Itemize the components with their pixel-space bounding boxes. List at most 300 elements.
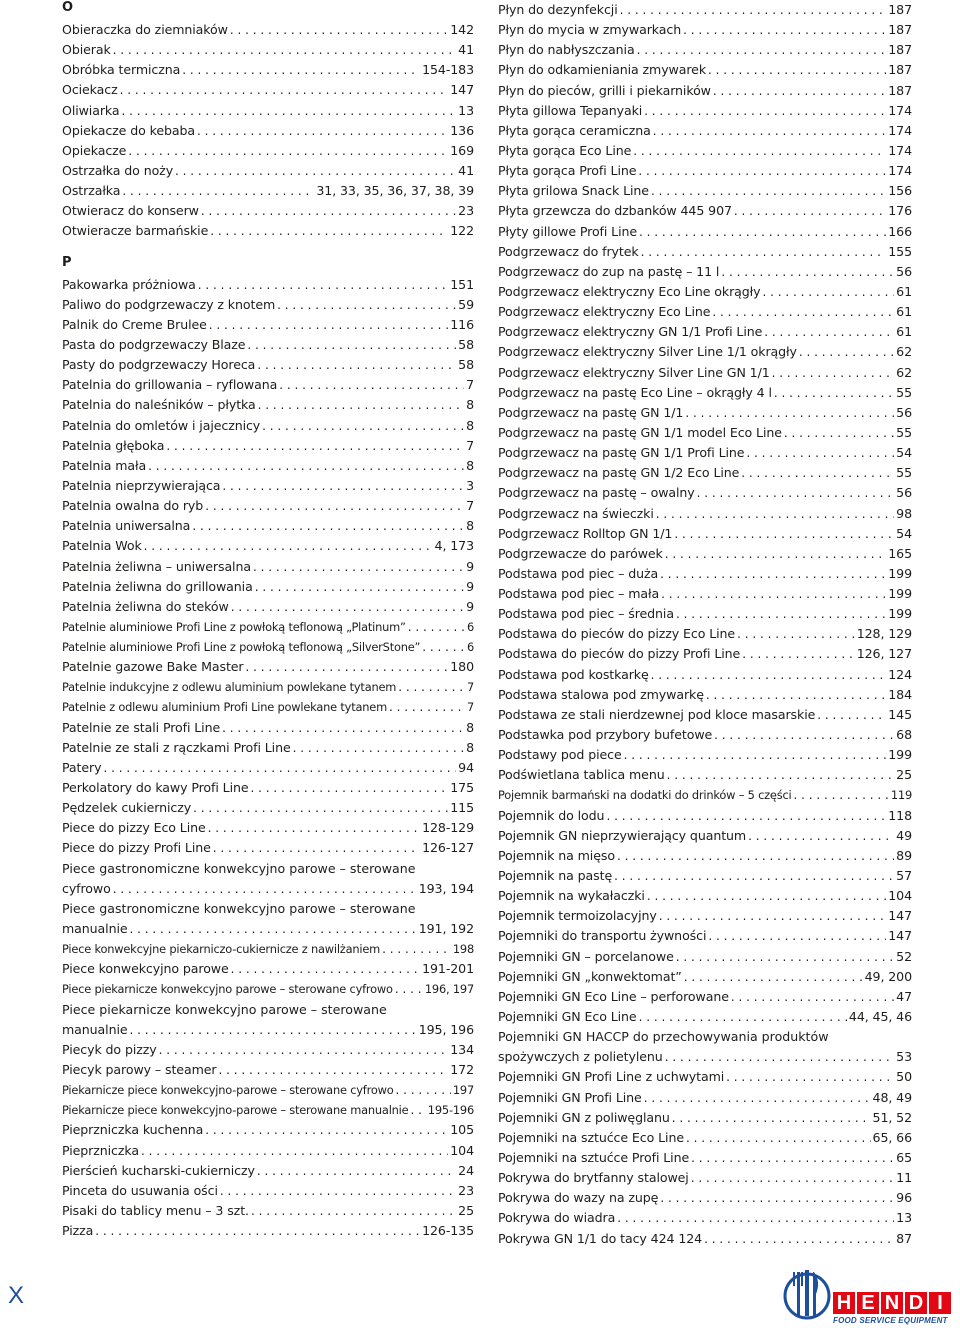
entry-name: Patelnia Wok	[62, 538, 142, 554]
dot-leader	[737, 624, 855, 644]
entry-name: Płyn do dezynfekcji	[498, 1, 618, 17]
entry-name: Podgrzewacz Rolltop GN 1/1	[498, 525, 673, 541]
index-entry	[498, 383, 912, 403]
entry-name: Podstawy pod piece	[498, 747, 622, 763]
entry-name: Ostrzałka do noży	[62, 162, 174, 178]
index-entry	[62, 718, 474, 738]
entry-name: Podgrzewacz elektryczny Eco Line	[498, 304, 711, 320]
entry-name: Podstawa pod piec – duża	[498, 565, 659, 581]
entry-name: Pojemniki do transportu żywności	[498, 928, 707, 944]
entry-page: 68	[896, 727, 912, 743]
dot-leader	[639, 1007, 847, 1027]
index-entry	[62, 939, 474, 959]
entry-page: 147	[888, 928, 912, 944]
dot-leader	[672, 1108, 871, 1128]
dot-leader	[253, 557, 464, 577]
entry-name: Podświetlana tablica menu	[498, 767, 665, 783]
index-entry	[498, 483, 912, 503]
logo-letter: I	[929, 1292, 951, 1314]
dot-leader	[651, 181, 886, 201]
entry-name: Podgrzewacz do frytek	[498, 243, 639, 259]
index-entry	[498, 101, 912, 121]
index-entry	[62, 476, 474, 496]
dot-leader	[772, 363, 895, 383]
entry-name: Płyta gorąca Profi Line	[498, 163, 637, 179]
dot-leader	[198, 275, 448, 295]
index-entry	[498, 584, 912, 604]
entry-page: 118	[888, 807, 912, 823]
entry-name: Pieprzniczka kuchenna	[62, 1122, 204, 1138]
entry-page: 184	[888, 686, 912, 702]
index-entry	[62, 959, 474, 979]
entry-name: Pokrywa do wiadra	[498, 1210, 616, 1226]
entry-page: 25	[896, 767, 912, 783]
dot-leader	[686, 1128, 871, 1148]
entry-name: Patelnie indukcyjne z odlewu aluminium powlekane tytanem	[62, 680, 397, 695]
dot-leader	[684, 967, 863, 987]
entry-name: Podstawa ze stali nierdzewnej pod kloce masarskie	[498, 706, 816, 722]
entry-page: 142	[450, 21, 474, 37]
entry-page: 96	[896, 1190, 912, 1206]
index-entry	[62, 1020, 474, 1040]
dot-leader	[667, 765, 895, 785]
dot-leader	[293, 738, 464, 758]
index-entry	[62, 40, 474, 60]
entry-page: 54	[896, 445, 912, 461]
index-entry	[498, 846, 912, 866]
entry-page: 115	[450, 800, 474, 816]
index-list-p-end	[62, 1040, 474, 1241]
index-entry	[498, 1047, 912, 1067]
index-entry	[498, 665, 912, 685]
entry-name: Podgrzewacz na pastę – owalny	[498, 485, 695, 501]
entry-page: 175	[450, 780, 474, 796]
entry-page: 174	[888, 122, 912, 138]
dot-leader	[258, 395, 464, 415]
entry-name: Patelnie z odlewu aluminium Profi Line powlekane tytanem	[62, 700, 387, 715]
index-entry	[62, 516, 474, 536]
entry-page: 124	[888, 666, 912, 682]
index-entry	[498, 765, 912, 785]
index-entry	[62, 1181, 474, 1201]
entry-page: 199	[888, 606, 912, 622]
entry-name: Pinceta do usuwania ości	[62, 1182, 218, 1198]
index-entry	[498, 0, 912, 20]
index-entry	[62, 80, 474, 100]
index-entry	[498, 1168, 912, 1188]
entry-name: Pojemniki GN Profi Line	[498, 1089, 642, 1105]
entry-page: 187	[888, 1, 912, 17]
index-entry	[62, 738, 474, 758]
index-entry	[498, 1148, 912, 1168]
index-list-p-cont	[62, 939, 474, 999]
index-entry	[62, 60, 474, 80]
index-entry	[62, 1221, 474, 1241]
index-entry	[62, 677, 474, 697]
index-entry	[62, 1040, 474, 1060]
entry-page: 180	[450, 659, 474, 675]
index-entry	[498, 806, 912, 826]
dot-leader	[676, 947, 894, 967]
entry-page: 187	[888, 82, 912, 98]
dot-leader	[389, 697, 465, 717]
dot-leader	[617, 1208, 894, 1228]
entry-page: 145	[888, 706, 912, 722]
dot-leader	[382, 939, 451, 959]
dot-leader	[676, 604, 886, 624]
entry-page: 128-129	[422, 820, 474, 836]
entry-name: Pokrywa do wazy na zupę	[498, 1190, 659, 1206]
index-list-o	[62, 20, 474, 242]
dot-leader	[633, 141, 886, 161]
logo-letter: D	[905, 1292, 927, 1314]
index-entry	[62, 1141, 474, 1161]
index-entry	[498, 161, 912, 181]
dot-leader	[175, 161, 456, 181]
dot-leader	[251, 778, 449, 798]
entry-page: 87	[896, 1230, 912, 1246]
index-column-left	[62, 0, 474, 1241]
entry-page: 169	[450, 142, 474, 158]
dot-leader	[231, 959, 420, 979]
index-entry	[498, 624, 912, 644]
dot-leader	[113, 879, 417, 899]
entry-page: 199	[888, 586, 912, 602]
index-entry	[498, 1229, 912, 1249]
entry-page: 56	[896, 485, 912, 501]
entry-page: 198	[452, 942, 474, 957]
entry-name: Otwieracze barmańskie	[62, 223, 209, 239]
index-entry	[498, 604, 912, 624]
entry-page: 174	[888, 142, 912, 158]
index-entry	[498, 60, 912, 80]
index-entry	[62, 557, 474, 577]
index-entry	[498, 1108, 912, 1128]
wrapped-entry-line: Piece gastronomiczne konwekcyjno parowe – sterowane	[62, 900, 416, 916]
entry-name: Podgrzewacz na pastę GN 1/1	[498, 404, 684, 420]
entry-name: Podgrzewacz elektryczny Silver Line 1/1 okrągły	[498, 344, 797, 360]
entry-page: 9	[466, 598, 474, 614]
dot-leader	[799, 342, 894, 362]
entry-page: 187	[888, 62, 912, 78]
entry-name: Pokrywa do brytfanny stalowej	[498, 1170, 689, 1186]
dot-leader	[614, 866, 894, 886]
index-entry	[498, 645, 912, 665]
dot-leader	[197, 121, 448, 141]
index-entry	[62, 335, 474, 355]
index-entry	[62, 1080, 474, 1100]
index-entry	[498, 141, 912, 161]
entry-name: Pojemniki GN Eco Line – perforowane	[498, 988, 729, 1004]
entry-name: Płyn do odkamieniania zmywarek	[498, 62, 707, 78]
dot-leader	[182, 60, 420, 80]
hendi-logo	[783, 1262, 959, 1324]
entry-page: 156	[888, 183, 912, 199]
entry-name: Płyn do pieców, grilli i piekarników	[498, 82, 711, 98]
entry-name: Piekarnicze piece konwekcyjno-parowe – sterowane manualnie	[62, 1103, 409, 1118]
entry-name: Pojemnik na mięso	[498, 847, 615, 863]
dot-leader	[422, 637, 465, 657]
entry-name: Pędzelek cukierniczy	[62, 800, 192, 816]
wrapped-entry-line: Piece gastronomiczne konwekcyjno parowe – sterowane	[62, 860, 416, 876]
entry-page: 23	[458, 203, 474, 219]
dot-leader	[128, 141, 448, 161]
entry-name: Piece konwekcyjno parowe	[62, 961, 229, 977]
dot-leader	[706, 685, 886, 705]
entry-name: Ostrzałka	[62, 183, 121, 199]
entry-page: 11	[896, 1170, 912, 1186]
entry-name: Piece do pizzy Eco Line	[62, 820, 206, 836]
index-entry	[498, 40, 912, 60]
dot-leader	[697, 483, 895, 503]
dot-leader	[113, 40, 457, 60]
index-entry	[62, 161, 474, 181]
entry-page: 48, 49	[872, 1089, 912, 1105]
dot-leader	[262, 416, 464, 436]
entry-name: Patelnie ze stali Profi Line	[62, 719, 221, 735]
entry-name: Podgrzewacz na świeczki	[498, 505, 654, 521]
entry-page: 59	[458, 296, 474, 312]
dot-leader	[683, 20, 886, 40]
entry-page: 7	[466, 437, 474, 453]
dot-leader	[726, 1067, 894, 1087]
entry-name: Podstawa stalowa pod zmywarkę	[498, 686, 704, 702]
entry-name: Piece do pizzy Profi Line	[62, 840, 211, 856]
index-entry	[62, 121, 474, 141]
entry-page: 197	[452, 1083, 474, 1098]
section-letter-o: O	[62, 0, 74, 15]
entry-page: 49, 200	[864, 968, 912, 984]
entry-name: Pizza	[62, 1223, 94, 1239]
dot-leader	[660, 1188, 894, 1208]
index-entry	[62, 355, 474, 375]
entry-page: 126-135	[422, 1223, 474, 1239]
entry-name: Patelnie aluminiowe Profi Line z powłoką teflonową „Platinum”	[62, 619, 406, 634]
entry-page: 191-201	[422, 961, 474, 977]
dot-leader	[731, 987, 894, 1007]
dot-leader	[741, 463, 894, 483]
entry-name: Podgrzewacz na pastę GN 1/1 Profi Line	[498, 445, 745, 461]
dot-leader	[120, 80, 449, 100]
entry-name: Patelnia do naleśników – płytka	[62, 397, 256, 413]
index-entry	[498, 201, 912, 221]
index-entry	[498, 242, 912, 262]
entry-name: Piece piekarnicze konwekcyjno parowe – sterowane cyfrowo	[62, 982, 393, 997]
entry-page: 98	[896, 505, 912, 521]
entry-page: 8	[466, 739, 474, 755]
dot-leader	[817, 705, 886, 725]
entry-name: Patelnia uniwersalna	[62, 518, 191, 534]
entry-page: 8	[466, 417, 474, 433]
entry-name: Pojemniki na sztućce Eco Line	[498, 1129, 684, 1145]
entry-page: 54	[896, 525, 912, 541]
entry-page: 24	[458, 1162, 474, 1178]
index-entry	[498, 524, 912, 544]
entry-page: 136	[450, 122, 474, 138]
logo-wordmark	[833, 1292, 951, 1314]
entry-page: 195, 196	[418, 1021, 474, 1037]
entry-name: Pojemniki na sztućce Profi Line	[498, 1150, 690, 1165]
entry-page: 7	[466, 680, 474, 695]
entry-page: 3	[466, 477, 474, 493]
entry-name: Pojemniki GN Profi Line z uchwytami	[498, 1069, 725, 1085]
entry-name: Patelnie gazowe Bake Master	[62, 659, 244, 675]
entry-name: cyfrowo	[62, 880, 111, 896]
dot-leader	[159, 1040, 449, 1060]
entry-name: Piecyk parowy – steamer	[62, 1062, 217, 1078]
entry-name: Obieraczka do ziemniaków	[62, 21, 228, 37]
entry-page: 52	[896, 948, 912, 964]
index-entry	[62, 221, 474, 241]
entry-name: Ociekacz	[62, 82, 118, 98]
dot-leader	[691, 1148, 894, 1168]
entry-page: 154-183	[422, 62, 474, 78]
index-entry	[498, 544, 912, 564]
entry-name: Patelnia głęboka	[62, 437, 165, 453]
entry-page: 56	[896, 263, 912, 279]
index-list-right-end	[498, 1067, 912, 1248]
index-entry	[62, 879, 474, 899]
logo-subtitle: FOOD SERVICE EQUIPMENT	[833, 1316, 948, 1325]
dot-leader	[408, 617, 465, 637]
entry-name: Pojemniki GN – porcelanowe	[498, 948, 674, 964]
dot-leader	[742, 644, 855, 664]
dot-leader	[665, 544, 887, 564]
entry-page: 25	[458, 1203, 474, 1218]
entry-name: Perkolatory do kawy Profi Line	[62, 780, 249, 796]
entry-name: Palnik do Creme Brulee	[62, 316, 207, 332]
dot-leader	[205, 496, 464, 516]
index-entry	[498, 745, 912, 765]
entry-page: 195-196	[427, 1103, 474, 1118]
entry-page: 174	[888, 102, 912, 118]
entry-page: 61	[896, 283, 912, 299]
entry-page: 31, 33, 35, 36, 37, 38, 39	[316, 183, 474, 199]
dot-leader	[247, 335, 456, 355]
entry-name: Podgrzewacz elektryczny Silver Line GN 1/1	[498, 364, 770, 380]
index-entry	[498, 685, 912, 705]
entry-page: 134	[450, 1041, 474, 1057]
index-entry	[498, 20, 912, 40]
entry-name: Patelnia nieprzywierająca	[62, 477, 221, 493]
dot-leader	[794, 785, 889, 805]
entry-name: Podgrzewacz na pastę GN 1/2 Eco Line	[498, 465, 740, 481]
dot-leader	[691, 1168, 894, 1188]
dot-leader	[210, 221, 448, 241]
index-entry	[498, 564, 912, 584]
entry-page: 51, 52	[872, 1109, 912, 1125]
index-entry	[498, 463, 912, 483]
entry-name: Oliwiarka	[62, 102, 120, 118]
index-entry	[62, 798, 474, 818]
entry-name: Podstawa pod kostkarkę	[498, 666, 649, 682]
dot-leader	[231, 597, 464, 617]
entry-name: Podstawa do pieców do pizzy Profi Line	[498, 646, 741, 662]
wrapped-entry-line: Pojemniki GN HACCP do przechowywania produktów	[498, 1029, 829, 1045]
entry-name: Płyta grilowa Snack Line	[498, 183, 649, 199]
entry-page: 55	[896, 384, 912, 400]
entry-page: 7	[466, 498, 474, 514]
dot-leader	[665, 1047, 894, 1067]
index-entry	[62, 536, 474, 556]
dot-leader	[651, 665, 887, 685]
entry-page: 9	[466, 578, 474, 594]
entry-name: Pojemniki GN Eco Line	[498, 1009, 637, 1025]
entry-name: Pierścień kucharski-cukierniczy	[62, 1162, 255, 1178]
dot-leader	[734, 201, 886, 221]
dot-leader	[192, 516, 464, 536]
dot-leader	[410, 1100, 425, 1120]
entry-name: Podgrzewacz na pastę GN 1/1 model Eco Line	[498, 424, 782, 440]
index-entry	[498, 947, 912, 967]
dot-leader	[708, 60, 886, 80]
index-column-right	[498, 0, 912, 1249]
index-entry	[498, 1088, 912, 1108]
entry-page: 58	[458, 357, 474, 373]
index-entry	[498, 423, 912, 443]
entry-page: 155	[888, 243, 912, 259]
entry-name: Podgrzewacze do parówek	[498, 545, 663, 561]
index-entry	[498, 886, 912, 906]
entry-name: Pisaki do tablicy menu – 3 szt.	[62, 1203, 249, 1218]
entry-page: 187	[888, 42, 912, 58]
index-entry	[62, 778, 474, 798]
index-entry	[498, 1007, 912, 1027]
entry-name: Patelnia mała	[62, 457, 147, 473]
dot-leader	[166, 436, 464, 456]
entry-page: 147	[450, 82, 474, 98]
dot-leader	[122, 101, 457, 121]
dot-leader	[396, 1080, 451, 1100]
entry-name: Podstawa do pieców do pizzy Eco Line	[498, 626, 736, 642]
entry-page: 49	[896, 827, 912, 843]
index-entry	[62, 395, 474, 415]
dot-leader	[661, 584, 886, 604]
dot-leader	[704, 1229, 894, 1249]
dot-leader	[685, 403, 894, 423]
entry-page: 13	[896, 1210, 912, 1226]
entry-page: 8	[466, 518, 474, 534]
index-entry	[62, 295, 474, 315]
entry-page: 65	[896, 1150, 912, 1165]
index-entry	[498, 403, 912, 423]
dot-leader	[644, 101, 886, 121]
index-entry	[498, 504, 912, 524]
entry-page: 47	[896, 988, 912, 1004]
dot-leader	[103, 758, 456, 778]
entry-page: 44, 45, 46	[848, 1009, 912, 1025]
dot-leader	[255, 577, 464, 597]
dot-leader	[637, 40, 887, 60]
entry-name: Patelnia do grillowania – ryflowana	[62, 377, 278, 393]
entry-page: 41	[458, 42, 474, 58]
dot-leader	[205, 1120, 448, 1140]
entry-name: Patery	[62, 759, 102, 775]
entry-name: Patelnia żeliwna do steków	[62, 598, 229, 614]
index-entry	[498, 121, 912, 141]
entry-name: manualnie	[62, 921, 128, 937]
index-entry	[498, 906, 912, 926]
index-entry	[498, 222, 912, 242]
entry-name: Płyn do nabłyszczania	[498, 42, 635, 58]
index-entry	[62, 141, 474, 161]
entry-page: 165	[888, 545, 912, 561]
index-entry	[62, 1120, 474, 1140]
index-entry	[498, 342, 912, 362]
index-entry	[62, 275, 474, 295]
dot-leader	[95, 1221, 420, 1241]
dot-leader	[277, 295, 456, 315]
